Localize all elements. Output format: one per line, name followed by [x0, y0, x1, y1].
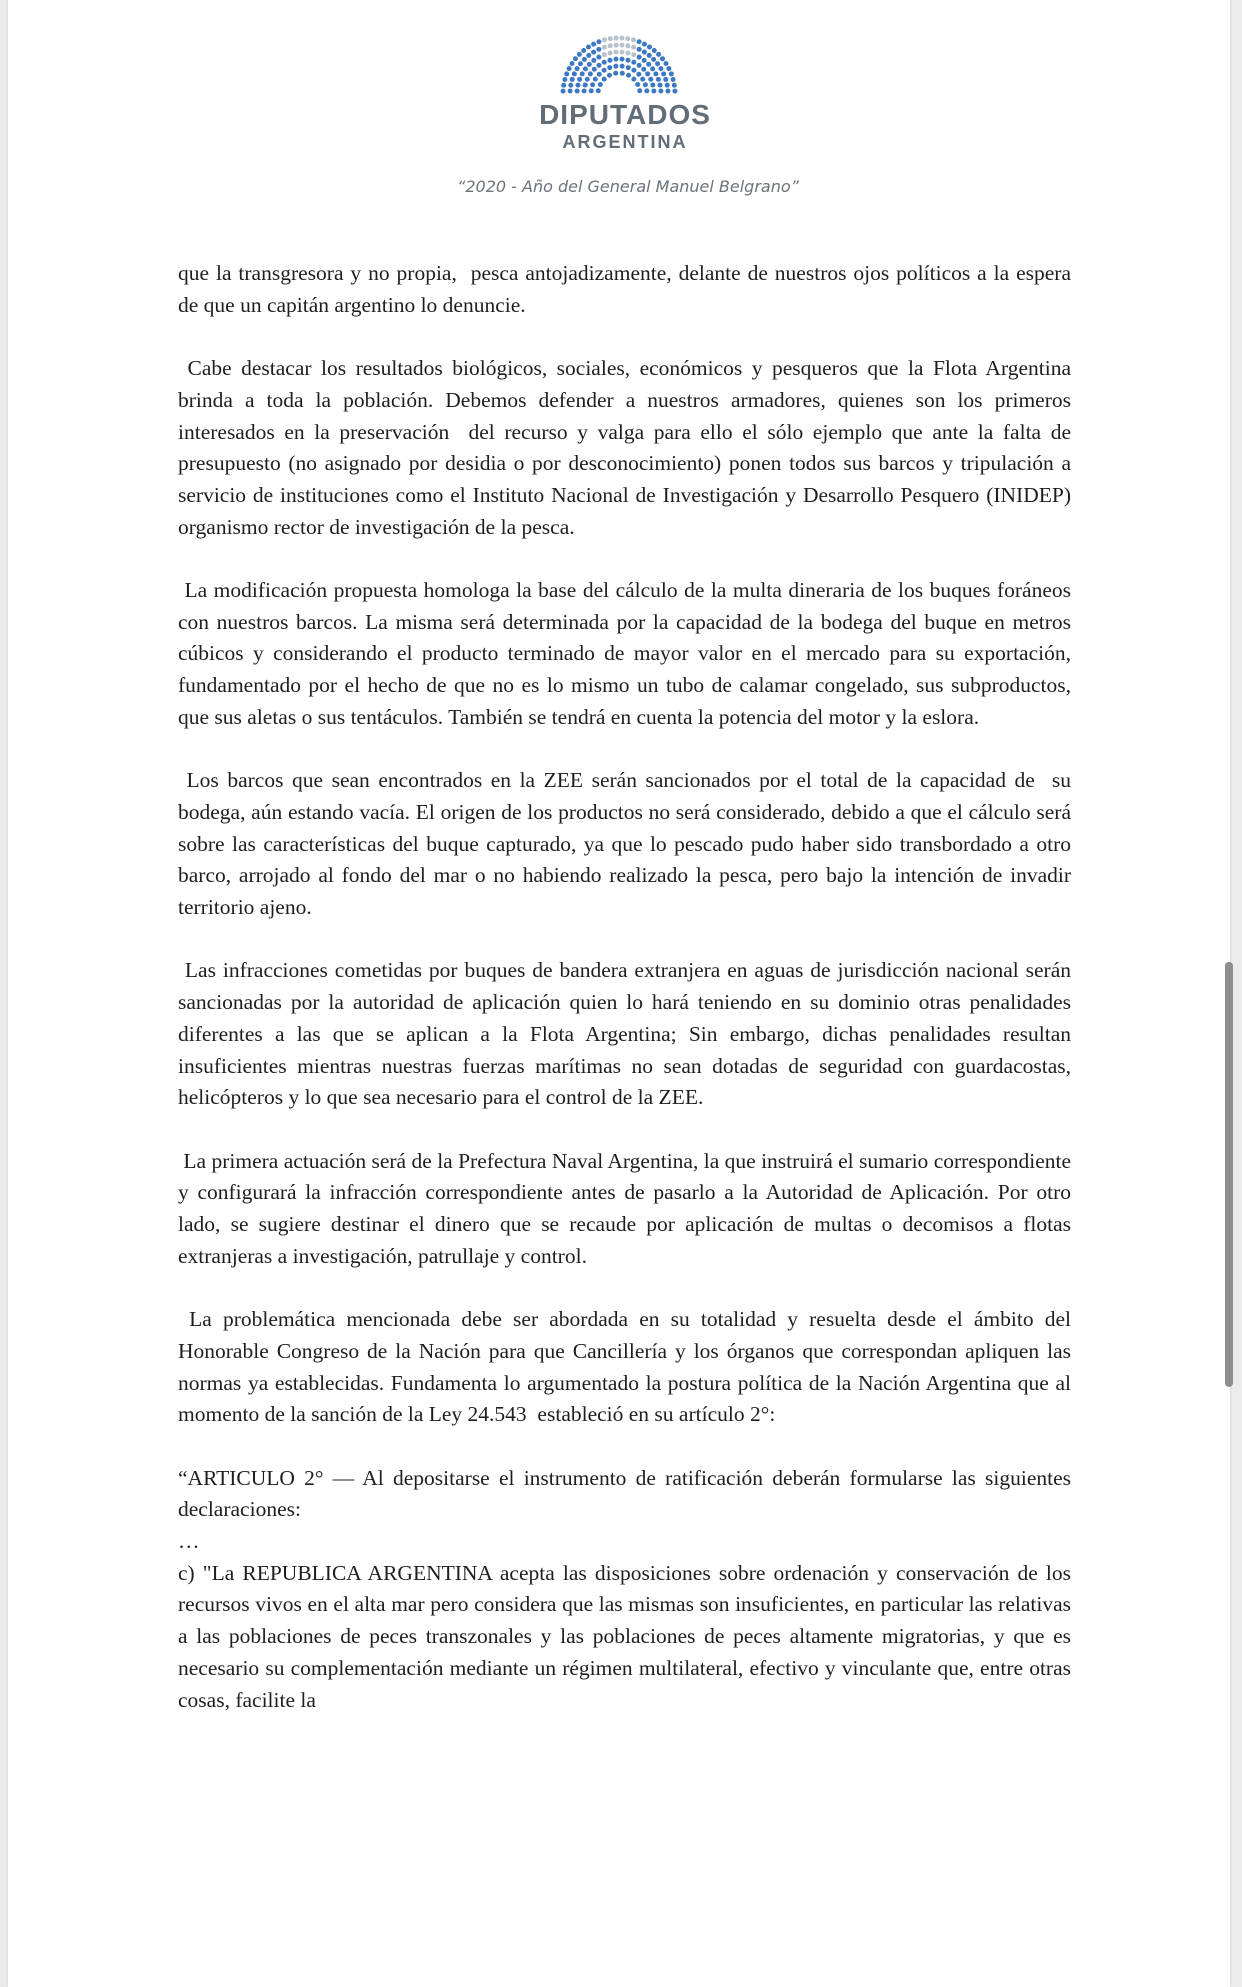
logo-dot	[631, 45, 636, 50]
logo-dot	[663, 77, 668, 82]
logo-dot	[647, 45, 652, 50]
logo-dot	[564, 71, 569, 76]
logo-dot	[596, 63, 601, 68]
logo-dot	[663, 61, 668, 66]
document-body	[178, 258, 1077, 1716]
logo-dot	[650, 66, 655, 71]
logo-dot	[658, 83, 663, 88]
logo-dot	[637, 39, 642, 44]
logo-dot	[645, 71, 650, 76]
logo-dot	[614, 50, 619, 55]
brand-subtitle: ARGENTINA	[562, 132, 688, 152]
logo-dot	[631, 68, 636, 73]
year-motto: “2020 - Año del General Manuel Belgrano”	[457, 177, 799, 196]
logo-dot	[608, 43, 613, 48]
logo-dot	[575, 89, 580, 94]
logo-dot	[646, 62, 651, 67]
logo-dot	[591, 58, 596, 63]
logo-dot	[647, 53, 652, 58]
logo-dot	[625, 36, 630, 41]
logo-dot	[583, 66, 588, 71]
logo-dot	[656, 52, 661, 57]
logo-dot	[625, 43, 630, 48]
logo-dot	[614, 36, 619, 41]
logo-dot	[672, 89, 677, 94]
logo-dot	[561, 89, 566, 94]
logo-dot	[596, 39, 601, 44]
logo-dot	[613, 71, 618, 76]
logo-dot	[598, 82, 603, 87]
logo-dot	[588, 71, 593, 76]
logo-dot	[650, 82, 655, 87]
logo-dot	[585, 77, 590, 82]
logo-dot	[631, 37, 636, 42]
document-page	[8, 0, 1230, 1987]
logo-dot	[578, 61, 583, 66]
logo-dot	[568, 83, 573, 88]
paragraph: La problemática mencionada debe ser abordada en su totalidad y resuelta desde el ámbito del Honorable Congreso de la Nación para que Cancillería y los órganos que correspondan apliquen las normas ya establecidas. Fundamenta lo argumentado la postura política de la Nación Argentina que al momento de la sanción de la Ley 24.543 estableció en su artículo 2°:	[178, 1307, 1077, 1427]
logo-dot	[637, 55, 642, 60]
logo-dot	[608, 36, 613, 41]
scrollbar-thumb[interactable]	[1225, 962, 1233, 1387]
logo-dot	[575, 66, 580, 71]
logo-dot	[577, 77, 582, 82]
logo-dot	[641, 67, 646, 72]
logo-dot	[607, 73, 612, 78]
quote-ellipsis: …	[178, 1529, 200, 1554]
logo-dot	[597, 72, 602, 77]
letterhead	[8, 34, 1230, 196]
quote-item-c: c) "La REPUBLICA ARGENTINA acepta las disposiciones sobre ordenación y conservación de los recursos vivos en el alta mar pero considera que las mismas son insuficientes, en particular las relativas a las poblaciones de peces transzonales y las poblaciones de peces altamente migratorias, y que es necesario su complementación mediante un régimen multilateral, efectivo y vinculante que, entre otras cosas, facilite la	[178, 1560, 1077, 1712]
logo-dot	[596, 55, 601, 60]
logo-dot	[666, 66, 671, 71]
logo-dot	[561, 83, 566, 88]
paragraph: La primera actuación será de la Prefectura Naval Argentina, la que instruirá el sumario correspondiente y configurará la infracción correspondiente antes de pasarlo a la Autoridad de Aplicación. Por otro lado, se sugiere destinar el dinero que se recaude por aplicación de multas o decomisos a flotas extranjeras a investigación, patrullaje y control.	[178, 1148, 1077, 1268]
logo-dot	[631, 60, 636, 65]
logo-dot	[665, 83, 670, 88]
logo-dot	[602, 45, 607, 50]
logo-dot	[631, 77, 636, 82]
logo-dot	[582, 57, 587, 62]
logo-dot	[613, 64, 618, 69]
paragraph: Los barcos que sean encontrados en la ZEE serán sancionados por el total de la capacidad de su bodega, aún estando vacía. El origen de los productos no será considerado, debido a que el cálculo será sobre las características del buque capturado, ya que lo pescado pudo haber sido transbordado a otro barco, arrojado al fondo del mar o no habiendo realizado la pesca, pero bajo la intención de invadir territorio ajeno.	[178, 768, 1077, 920]
logo-dot	[602, 37, 607, 42]
logo-dot	[567, 66, 572, 71]
logo-dot	[607, 58, 612, 63]
logo-dot	[619, 36, 624, 41]
logo-dot	[640, 77, 645, 82]
logo-dot	[637, 47, 642, 52]
logo-dot	[570, 61, 575, 66]
logo-dot	[644, 88, 649, 93]
paragraph: Cabe destacar los resultados biológicos, sociales, económicos y pesqueros que la Flota Argentina brinda a toda la población. Debemos defender a nuestros armadores, quienes son los primeros interesados en la preservación del recurso y valga para ello el sólo ejemplo que ante la falta de presupuesto (no asignado por desidia o por desconocimiento) ponen todos sus barcos y tripulación a servicio de instituciones como el Instituto Nacional de Investigación y Desarrollo Pesquero (INIDEP) organismo rector de investigación de la pesca.	[178, 356, 1077, 539]
logo-dot	[602, 68, 607, 73]
paragraph: que la transgresora y no propia, pesca antojadizamente, delante de nuestros ojos políticos a la espera de que un capitán argentino lo denuncie.	[178, 261, 1077, 317]
logo-dot	[637, 88, 642, 93]
logo-dot	[626, 65, 631, 70]
logo-dot	[637, 63, 642, 68]
logo-dot	[580, 71, 585, 76]
logo-dot	[665, 89, 670, 94]
logo-dot	[655, 61, 660, 66]
logo-dot	[577, 52, 582, 57]
logo-dot	[568, 89, 573, 94]
logo-dot	[631, 52, 636, 57]
logo-dot	[613, 57, 618, 62]
logo-dot	[582, 88, 587, 93]
logo-dot	[589, 88, 594, 93]
logo-dot	[651, 88, 656, 93]
logo-dot	[573, 56, 578, 61]
logo-dot	[642, 58, 647, 63]
logo-dot	[602, 52, 607, 57]
logo-dot	[648, 77, 653, 82]
logo-dot	[626, 58, 631, 63]
logo-dot	[572, 71, 577, 76]
logo-dot	[586, 45, 591, 50]
logo-dot	[570, 77, 575, 82]
logo-dot	[619, 43, 624, 48]
logo-dot	[587, 62, 592, 67]
logo-dot	[643, 82, 648, 87]
logo-dot	[596, 47, 601, 52]
logo-dot	[583, 82, 588, 87]
logo-dot	[671, 77, 676, 82]
logo-dot	[602, 60, 607, 65]
logo-dot	[625, 50, 630, 55]
logo-dot	[636, 72, 641, 77]
logo-dot	[607, 65, 612, 70]
logo-dot	[575, 83, 580, 88]
logo-dot	[591, 50, 596, 55]
logo-dot	[653, 71, 658, 76]
logo-dot	[642, 42, 647, 47]
logo-dot	[651, 57, 656, 62]
logo-dot	[562, 77, 567, 82]
logo-dot	[658, 89, 663, 94]
logo-dot	[620, 64, 625, 69]
logo-dot	[591, 42, 596, 47]
logo-dot	[581, 48, 586, 53]
logo-dot	[614, 43, 619, 48]
congress-hemicycle-icon	[544, 34, 694, 96]
logo-dot	[669, 71, 674, 76]
logo-dot	[620, 57, 625, 62]
logo-dot	[586, 53, 591, 58]
logo-dot	[652, 48, 657, 53]
logo-dot	[660, 56, 665, 61]
logo-dot	[635, 82, 640, 87]
logo-dot	[620, 50, 625, 55]
logo-dot	[593, 77, 598, 82]
logo-dot	[608, 50, 613, 55]
logo-dot	[592, 67, 597, 72]
logo-dot	[672, 83, 677, 88]
logo-dot	[590, 82, 595, 87]
paragraph: Las infracciones cometidas por buques de bandera extranjera en aguas de jurisdicción nacional serán sancionadas por la autoridad de aplicación quien lo hará teniendo en su dominio otras penalidades diferentes a las que se aplican a la Flota Argentina; Sin embargo, dichas penalidades resultan insuficientes mientras nuestras fuerzas marítimas no sean dotadas de seguridad con guardacostas, helicópteros y lo que sea necesario para el control de la ZEE.	[178, 958, 1077, 1110]
brand-title: DIPUTADOS	[539, 99, 711, 130]
logo-dot	[620, 71, 625, 76]
logo-dot	[596, 88, 601, 93]
logo-dot	[658, 66, 663, 71]
logo-dot	[656, 77, 661, 82]
logo-dot	[661, 71, 666, 76]
logo-dot	[642, 50, 647, 55]
logo-dot	[626, 73, 631, 78]
quote-intro: “ARTICULO 2° — Al depositarse el instrumento de ratificación deberán formularse las siguientes declaraciones:	[178, 1465, 1077, 1522]
logo-dot	[602, 77, 607, 82]
paragraph: La modificación propuesta homologa la base del cálculo de la multa dineraria de los buques foráneos con nuestros barcos. La misma será determinada por la capacidad de la bodega del buque en metros cúbicos y considerando el producto terminado de mayor valor en el mercado para su exportación, fundamentado por el hecho de que no es lo mismo un tubo de calamar congelado, sus subproductos, que sus aletas o sus tentáculos. También se tendrá en cuenta la potencia del motor y la eslora.	[178, 578, 1077, 729]
